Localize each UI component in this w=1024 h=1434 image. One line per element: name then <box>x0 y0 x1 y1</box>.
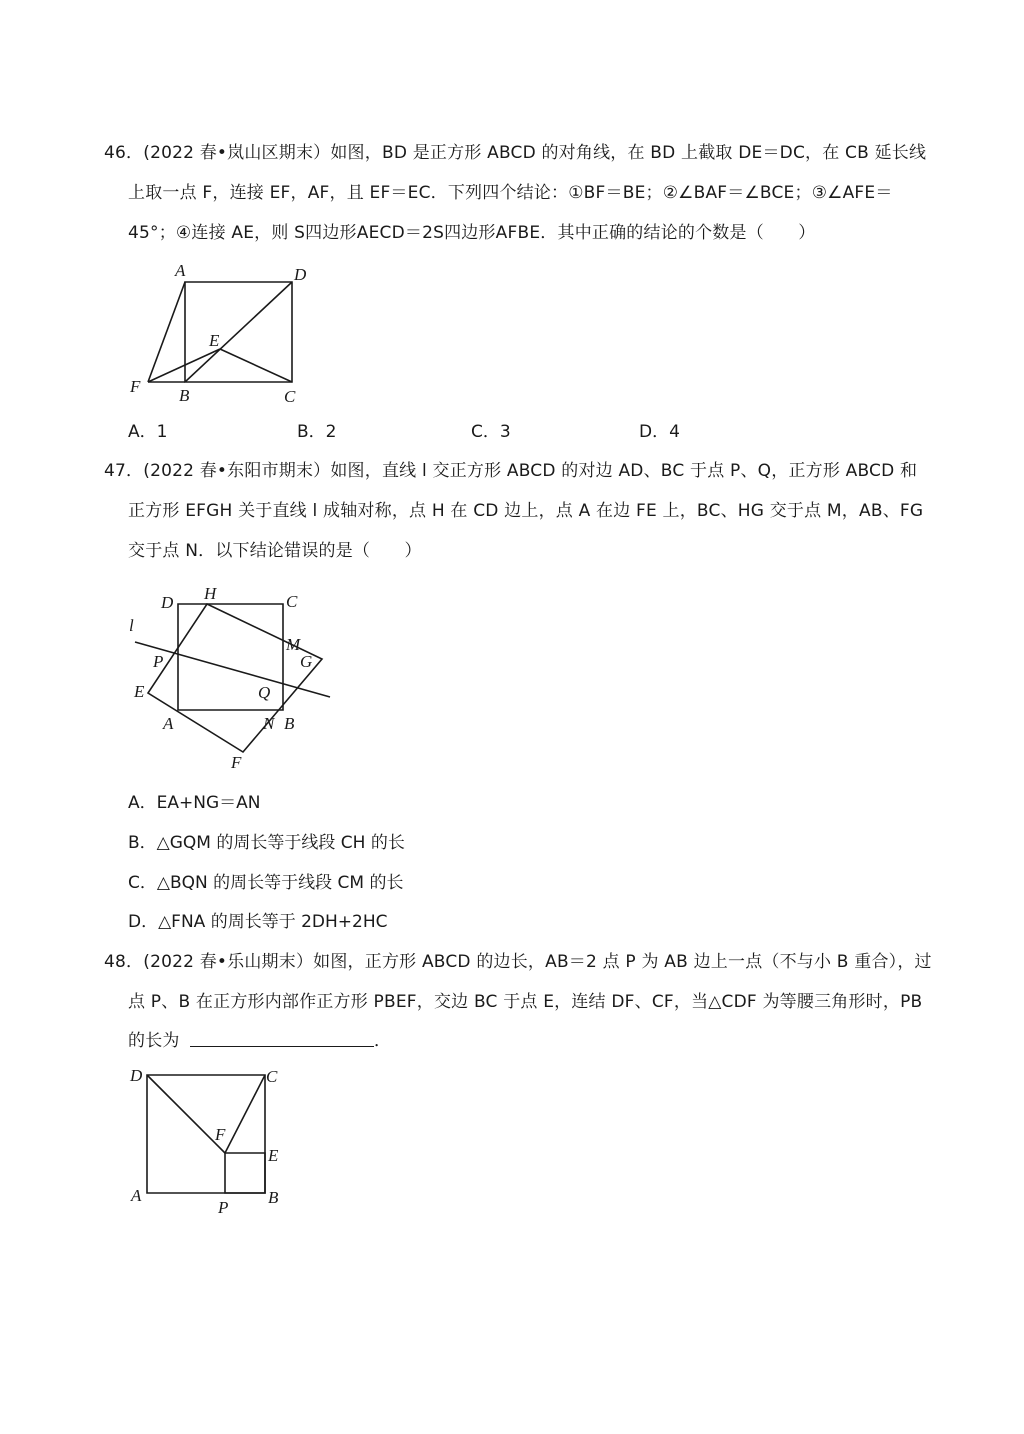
q46-option-c: C．3 <box>471 422 511 442</box>
q46-label-e: E <box>209 331 220 350</box>
q47-label-c: C <box>286 592 298 611</box>
q47-label-d: D <box>161 593 174 612</box>
q48-answer-blank[interactable] <box>190 1046 374 1047</box>
q47-label-m: M <box>286 635 301 654</box>
q46-label-a: A <box>175 261 186 280</box>
q48-line-end: ． <box>374 1031 391 1051</box>
q47-label-f: F <box>231 753 242 772</box>
q47-square-efgh <box>148 604 322 752</box>
q48-label-f: F <box>215 1125 226 1144</box>
q48-line-2: 点 P、B 在正方形内部作正方形 PBEF，交边 BC 于点 E，连结 DF、CF，当△CDF 为等腰三角形时，PB <box>128 992 923 1012</box>
q48-line-1: 48．(2022 春•乐山期末）如图，正方形 ABCD 的边长，AB＝2 点 P 为 AB 边上一点（不与小 B 重合），过 <box>104 952 932 972</box>
q46-label-f: F <box>130 377 141 396</box>
q47-label-a: A <box>163 714 174 733</box>
q47-label-l: l <box>129 616 134 635</box>
q47-label-g: G <box>300 652 313 671</box>
q46-line-bd <box>185 282 292 382</box>
q47-label-h: H <box>204 584 217 603</box>
q47-label-b: B <box>284 714 295 733</box>
q47-label-q: Q <box>258 683 271 702</box>
q46-line-ec <box>220 349 292 382</box>
q47-line-3: 交于点 N．以下结论错误的是（ ） <box>128 541 422 561</box>
q46-option-a: A．1 <box>128 422 168 442</box>
q48-label-p: P <box>218 1198 229 1217</box>
q48-square-pbef <box>225 1153 265 1193</box>
q46-label-d: D <box>294 265 307 284</box>
q46-option-b: B．2 <box>297 422 337 442</box>
q47-label-n: N <box>263 714 275 733</box>
q47-option-d: D．△FNA 的周长等于 2DH+2HC <box>128 912 388 932</box>
q46-line-3: 45°；④连接 AE，则 S四边形AECD＝2S四边形AFBE．其中正确的结论的个数是（ ） <box>128 223 816 243</box>
q47-label-e: E <box>134 682 145 701</box>
q46-option-d: D．4 <box>639 422 680 442</box>
q47-option-b: B．△GQM 的周长等于线段 CH 的长 <box>128 833 405 853</box>
q48-label-d: D <box>130 1066 143 1085</box>
q46-label-c: C <box>284 387 296 406</box>
q48-label-b: B <box>268 1188 279 1207</box>
q47-line-1: 47．(2022 春•东阳市期末）如图，直线 l 交正方形 ABCD 的对边 AD、BC 于点 P、Q，正方形 ABCD 和 <box>104 461 918 481</box>
q47-label-p: P <box>153 652 164 671</box>
q48-line-cf <box>225 1075 265 1153</box>
q47-line-2: 正方形 EFGH 关于直线 l 成轴对称，点 H 在 CD 边上，点 A 在边 FE 上，BC、HG 交于点 M，AB、FG <box>128 501 924 521</box>
q47-option-c: C．△BQN 的周长等于线段 CM 的长 <box>128 873 404 893</box>
q48-label-e: E <box>268 1146 279 1165</box>
q48-line-3: 的长为 <box>128 1031 180 1051</box>
q46-label-b: B <box>179 386 190 405</box>
q48-line-df <box>147 1075 225 1153</box>
q47-option-a: A．EA+NG＝AN <box>128 793 261 813</box>
q48-label-a: A <box>131 1186 142 1205</box>
q46-line-1: 46．(2022 春•岚山区期末）如图，BD 是正方形 ABCD 的对角线，在 BD 上截取 DE＝DC，在 CB 延长线 <box>104 143 927 163</box>
q48-label-c: C <box>266 1067 278 1086</box>
q46-line-2: 上取一点 F，连接 EF，AF，且 EF＝EC．下列四个结论：①BF＝BE；②∠BAF＝∠BCE；③∠AFE＝ <box>128 183 893 203</box>
